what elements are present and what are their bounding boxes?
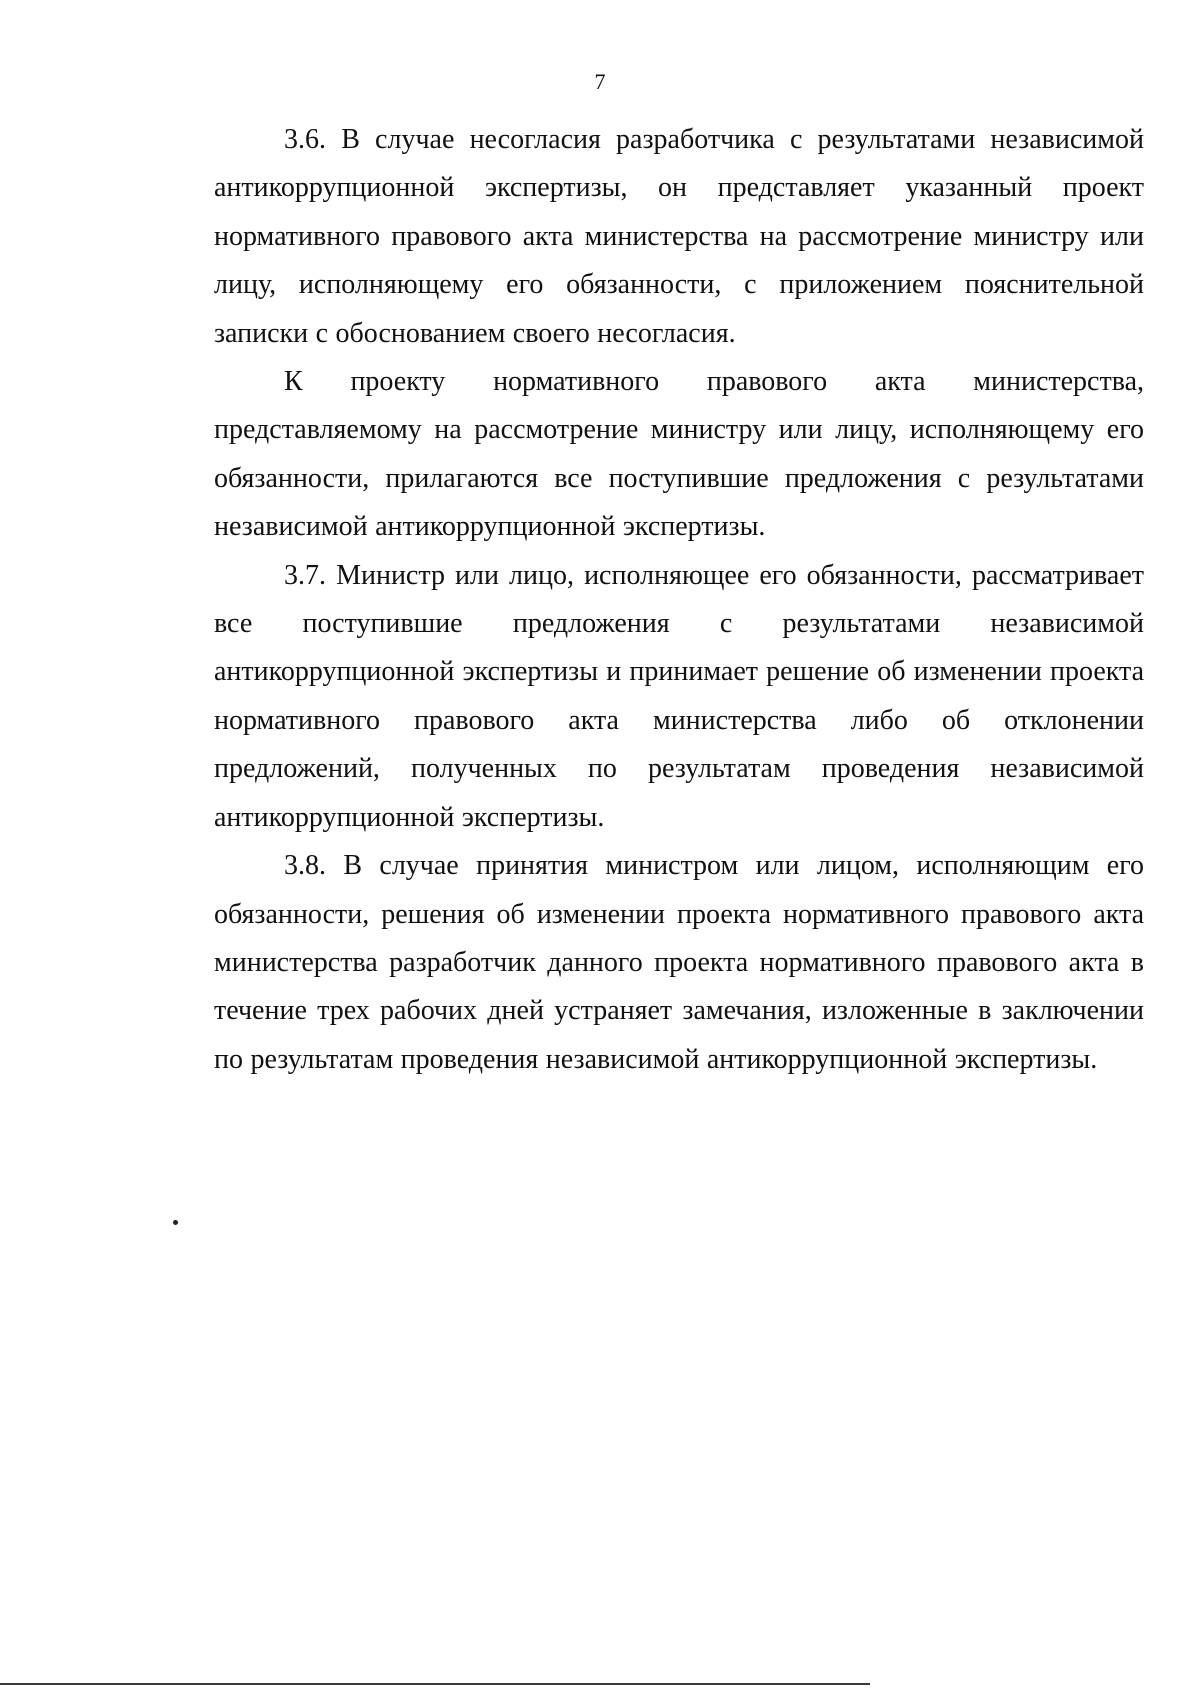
paragraph-3-6-continuation: К проекту нормативного правового акта министерства, представляемому на рассмотрение министру или лицу, исполняющему его обязанности, прилагаются все поступившие предложения с результатами независимой антикоррупционной экспертизы. [214,366,1144,543]
paragraph-3-8: 3.8. В случае принятия министром или лицом, исполняющим его обязанности, решения об изменении проекта нормативного правового акта министерства разработчик данного проекта нормативного правового акта в течение трех рабочих дней устраняет замечания, изложенные в заключении по результатам проведения независимой антикоррупционной экспертизы. [214,850,1144,1075]
scan-dot-mark [173,1220,178,1225]
document-body [214,116,1144,1084]
page-number: 7 [594,69,606,94]
paragraph-3-7: 3.7. Министр или лицо, исполняющее его обязанности, рассматривает все поступившие предложения с результатами независимой антикоррупционной экспертизы и принимает решение об изменении проекта нормативного правового акта министерства либо об отклонении предложений, полученных по результатам проведения независимой антикоррупционной экспертизы. [214,559,1144,833]
paragraph-3-6: 3.6. В случае несогласия разработчика с результатами независимой антикоррупционной экспертизы, он представляет указанный проект нормативного правового акта министерства на рассмотрение министру или лицу, исполняющему его обязанности, с приложением пояснительной записки с обоснованием своего несогласия. [214,124,1144,349]
scan-edge-line [0,1683,870,1685]
